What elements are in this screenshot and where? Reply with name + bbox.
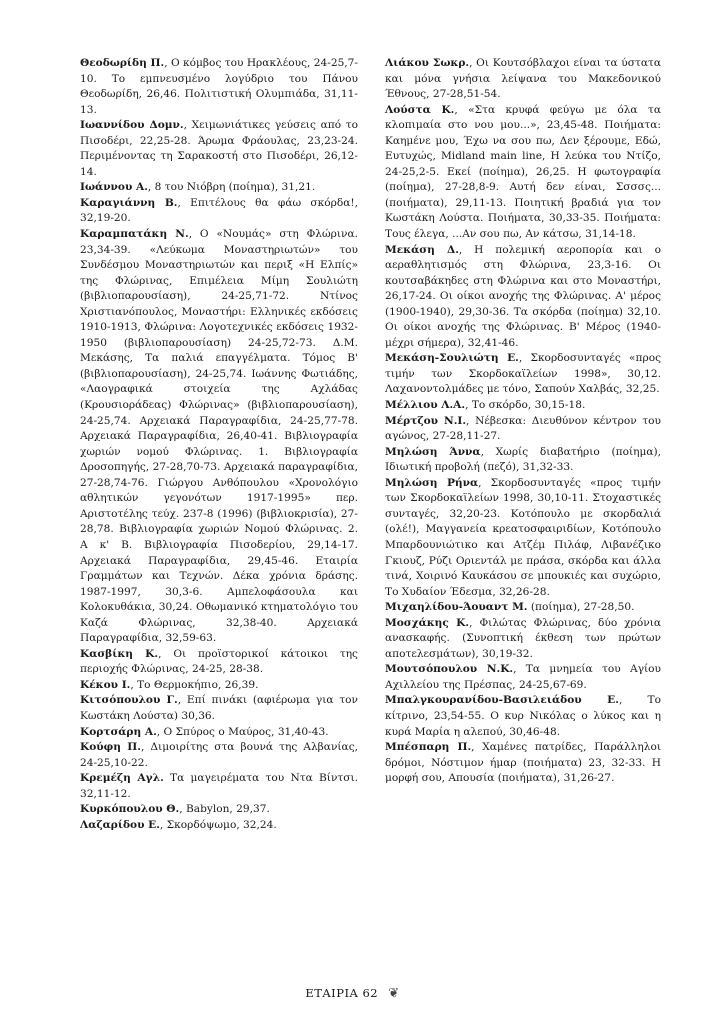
index-entry	[80, 227, 358, 647]
entry-author: Κορτσάρη Α.	[80, 725, 157, 738]
entry-text: , Το σκόρδο, 30,15-18.	[465, 399, 586, 412]
entry-author: Μηλώση Άννα	[385, 445, 481, 458]
index-entry	[80, 771, 358, 802]
index-entry	[80, 818, 358, 834]
index-entry	[385, 351, 661, 398]
entry-text: Τα μαγειρέματα του Ντα Βίντσι. 32,11-12.	[80, 772, 359, 800]
entry-author: Καραγιάννη Β.	[80, 196, 178, 209]
entry-author: Μεκάση-Σουλιώτη Ε.	[385, 352, 519, 365]
entry-author: Μουτσόπουλου Ν.Κ.	[385, 663, 514, 676]
index-entry	[80, 647, 358, 678]
entry-text: , Χαμένες πατρίδες, Παράλληλοι δρόμοι, Νόστιμον ήμαρ (ποιήματα) 23, 32-33. Η μορφή σου, Απουσία (ποιήματα), 31,26-27.	[385, 741, 661, 785]
index-entry	[385, 600, 661, 616]
entry-author: Κρεμέζη Αγλ.	[80, 772, 164, 785]
entry-text: , Χωρίς διαβατήριο (ποίημα), Ιδιωτική προβολή (πεζό), 31,32-33.	[385, 445, 661, 474]
entry-text: , Οι προϊστορικοί κάτοικοι της περιοχής Φλώρινας, 24-25, 28-38.	[80, 647, 358, 676]
entry-text: , Ο «Νουμάς» στη Φλώρινα. 23,34-39. «Λεύκωμα Μοναστηριωτών» του Συνδέσμου Μοναστηριωτών και περιξ «Η Ελπίς» της Φλώρινας, Επιμέλεια Μίμη Σουλιώτη (βιβλιοπαρουσίαση), 24-25,71-72. Ντίνος Χριστιανόπουλος, Μοναστήρι: Ελληνικές εκδόσεις 1910-1913, Φλώρινα: Λογοτεχνικές εκδόσεις 1932-1950 (βιβλιοπαρουσίαση) 24-25,72-73. Δ.Μ. Μεκάσης, Τα παλιά επαγγέλματα. Τόμος Β' (βιβλιοπαρουσίαση), 24-25,74. Ιωάννης Φωτιάδης, «Λαογραφικά στοιχεία της Αχλάδας (Κρουσιοράδεας) Φλώρινας» (βιβλιοπαρουσίαση), 24-25,74. Αρχειακά Παραγραφίδια, 24-25,77-78. Αρχειακά Παραγραφίδια, 26,40-41. Βιβλιογραφία χωριών νομού Φλώρινας. 1. Βιβλιογραφία Δροσοπηγής, 27-28,70-73. Αρχειακά παραγραφίδια, 27-28,74-76. Γιώργου Ανθόπουλου «Χρονολόγιο αθλητικών γεγονότων 1917-1995» περ. Αριστοτέλης τεύχ. 237-8 (1996) (βιβλιοκρισία), 27-28,78. Βιβλιογραφία χωριών Νομού Φλώρινας. 2. Α κ' Β. Βιβλιογραφία Πισοδερίου, 29,14-17. Αρχειακά Παραγραφίδια, 29,45-46. Εταιρία Γραμμάτων και Τεχνών. Δέκα χρόνια δράσης. 1987-1997, 30,3-6. Αμπελοφάσουλα και Κολοκυθάκια, 30,24. Οθωμανικό κτηματολόγιο του Καζά Φλώρινας, 32,38-40. Αρχειακά Παραγραφίδια, 32,59-63.	[80, 228, 358, 645]
sprig-icon: ❦	[388, 986, 400, 1001]
entry-author: Μέλλιου Λ.Α.	[385, 399, 466, 412]
index-entry	[80, 725, 358, 741]
entry-author: Μέρτζου Ν.Ι.	[385, 414, 467, 427]
entry-author: Μπέσπαρη Π.	[385, 741, 472, 754]
index-entry	[385, 445, 661, 476]
index-entry	[385, 243, 661, 352]
index-entry	[385, 398, 661, 414]
entry-text: , Χειμωνιάτικες γεύσεις από το Πισοδέρι, 22,25-28. Άρωμα Φράουλας, 23,23-24. Περιμένοντας τη Σαρακοστή στο Πισοδέρι, 26,12-14.	[80, 119, 358, 178]
entry-text: (ποίημα), 27-28,50.	[527, 601, 635, 614]
index-entry	[385, 103, 661, 243]
entry-author: Θεοδωρίδη Π.	[80, 57, 165, 69]
entry-author: Μοσχάκης Κ.	[385, 616, 470, 629]
journal-name: ΕΤΑΙΡΙΑ	[305, 986, 359, 1000]
page-footer	[0, 986, 705, 1001]
entry-text: , Επιτέλους θα φάω σκόρδα!, 32,19-20.	[80, 196, 359, 225]
index-entry	[80, 693, 358, 724]
entry-author: Μιχαηλίδου-Άουαντ Μ.	[385, 601, 528, 614]
entry-author: Καραμπατάκη Ν.	[80, 228, 189, 241]
index-entry	[80, 740, 358, 771]
entry-author: Κέκου Ι.	[80, 678, 131, 691]
entry-author: Μπαλγκουρανίδου-Βασιλειάδου Ε.	[385, 694, 619, 707]
index-entry	[385, 56, 661, 103]
entry-text: , Νέβεσκα: Διευθύνον κέντρον του αγώνος, 27-28,11-27.	[385, 414, 661, 443]
entry-text: , Babylon, 29,37.	[179, 803, 270, 816]
entry-author: Λιάκου Σωκρ.	[385, 57, 470, 69]
entry-text: , Τα μνημεία του Αγίου Αχιλλείου της Πρέσπας, 24-25,67-69.	[385, 663, 661, 691]
index-entry	[385, 740, 661, 787]
entry-text: , Σκορδοσυνταγές «προς τιμήν των Σκορδοκαϊλείων 1998», 30,12. Λαχανοντολμάδες με τόνο, Σαπούν Χαλβάς, 32,25.	[385, 352, 662, 396]
index-entry	[385, 693, 661, 740]
entry-text: , 8 του Νιόβρη (ποίημα), 31,21.	[147, 181, 316, 194]
entry-text: , Το Θερμοκήπιο, 26,39.	[130, 678, 259, 691]
entry-text: , «Στα κρυφά φεύγω με όλα τα κλοπιμαία στο νου μου...», 23,45-48. Ποιήματα: Καημένε μου, Έχω να σου πω, Δεν ξέρουμε, Εδώ, Ευτυχώς, Midland main line, Η λεύκα του Ντίζο, 24-25,2-5. Εκεί (ποίημα), 26,25. Η φωτογραφία (ποίημα), 27-28,8-9. Αυτή δεν είναι, Σσσσς... (ποιήματα), 29,11-13. Ποιητική βραδιά για τον Κωστάκη Λούστα. Ποιήματα, 30,33-35. Ποιήματα: Τους έλεγα, ...Αν σου πω, Αν κάτσω, 31,14-18.	[385, 103, 661, 241]
entry-author: Λαζαρίδου Ε.	[80, 818, 160, 831]
entry-text: , Σκορδόψωμο, 32,24.	[159, 818, 277, 831]
entry-text: , Επί πινάκι (αφιέρωμα για τον Κωστάκη Λούστα) 30,36.	[80, 694, 358, 722]
entry-text: , Διμοιρίτης στα βουνά της Αλβανίας, 24-25,10-22.	[80, 741, 358, 769]
index-entry	[385, 616, 661, 663]
index-entry	[80, 180, 358, 196]
index-entry	[385, 662, 661, 693]
entry-text: , Φιλώτας Φλώρινας, δύο χρόνια ανασκαφής. (Συνοπτική έκθεση των πρώτων αποτελεσμάτων), 30,19-32.	[385, 616, 661, 660]
index-entry	[80, 802, 358, 818]
entry-author: Κούφη Π.	[80, 741, 141, 754]
index-entry	[80, 196, 358, 227]
index-entry	[385, 476, 661, 600]
left-column	[80, 56, 358, 833]
index-entry	[80, 678, 358, 694]
entry-text: , Σκορδοσυνταγές «προς τιμήν των Σκορδοκαϊλείων 1998, 30,10-11. Στοχαστικές συνταγές, 32,20-23. Κοτόπουλο με σκορδαλιά (ολέ!), Μαγγανεία κρεατοσφαιριδίων, Κοτόπουλο Μπαρδουνιώτικο και Ατζέμ Πιλάφ, Λιβανέζικο Γκιουζ, Ρύζι Οριεντάλ με πράσα, σκόρδα και άλλα τινά, Χοιρινό Καυκάσου σε μπουκιές και συχώριο, Το Χυδαίον Έδεσμα, 32,26-28.	[385, 476, 661, 598]
index-entry	[80, 118, 358, 180]
entry-author: Μεκάση Δ.	[385, 243, 459, 256]
entry-text: , Ο Σπύρος ο Μαύρος, 31,40-43.	[156, 725, 329, 738]
entry-author: Μηλώση Ρήνα	[385, 476, 479, 489]
entry-text: , Οι Κουτσόβλαχοι είναι τα ύστατα και μόνα γνήσια λείψανα του Μακεδονικού Έθνους, 27-28,51-54.	[385, 57, 662, 101]
entry-author: Ιωαννίδου Δομν.	[80, 119, 184, 132]
entry-author: Κασβίκη Κ.	[80, 647, 159, 660]
index-entry	[80, 56, 358, 118]
entry-author: Ιωάννου Α.	[80, 181, 148, 194]
index-entry	[385, 414, 661, 445]
page-number: 62	[362, 986, 379, 1000]
entry-author: Λούστα Κ.	[385, 103, 455, 116]
entry-author: Κυρκόπουλου Θ.	[80, 803, 180, 816]
entry-text: , Ο κόμβος του Ηρακλέους, 24-25,7-10. Το εμπνευσμένο λογύδριο του Πάνου Θεοδωρίδη, 26,46. Πολιτιστική Ολυμπιάδα, 31,11-13.	[80, 57, 358, 116]
entry-author: Κιτσόπουλου Γ.	[80, 694, 178, 707]
entry-text: , Η πολεμική αεροπορία και ο αεραθλητισμός στη Φλώρινα, 23,3-16. Οι κουτσαβάκηδες στη Φλώρινα και στο Μοναστήρι, 26,17-24. Οι οίκοι ανοχής της Φλώρινας. Α' μέρος (1900-1940), 29,30-36. Τα σκόρδα (ποίημα) 32,10. Οι οίκοι ανοχής της Φλώρινας. Β' Μέρος (1940-μέχρι σήμερα), 32,41-46.	[385, 243, 661, 349]
right-column	[385, 56, 661, 787]
entry-text: , Το κίτρινο, 23,54-55. Ο κυρ Νικόλας ο λύκος και η κυρά Μαρία η αλεπού, 30,46-48.	[385, 694, 661, 738]
